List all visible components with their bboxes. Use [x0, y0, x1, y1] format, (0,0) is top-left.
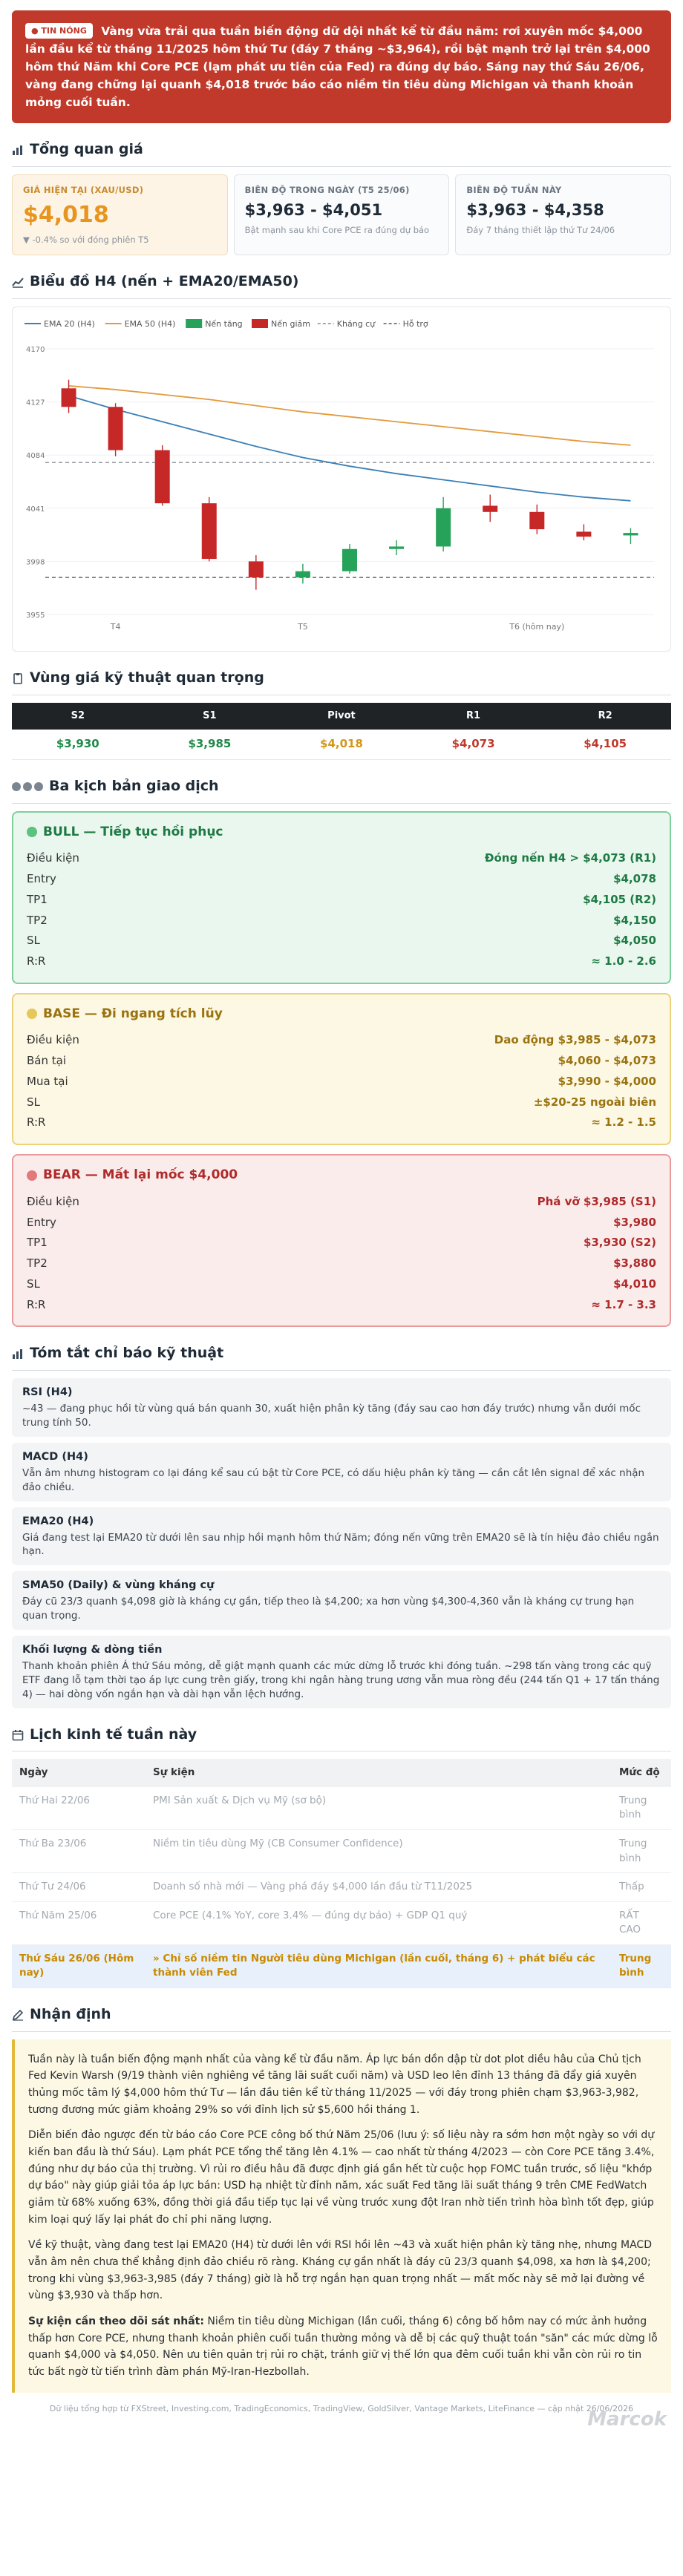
calendar-level: RẤT CAO [612, 1901, 671, 1944]
calendar-row [12, 1830, 671, 1873]
overview-title: Tổng quan giá [12, 140, 671, 167]
chart-bars-icon [12, 1348, 24, 1360]
scenario-row [27, 1253, 656, 1274]
legend-label: Nến giảm [271, 319, 310, 330]
candle-down [108, 407, 123, 450]
scenario-row [27, 911, 656, 931]
level-s2: $3,930 [12, 730, 144, 759]
scenario-row-value: $4,050 [613, 934, 656, 948]
indicator-title: MACD (H4) [22, 1450, 88, 1463]
pencil-icon [12, 2009, 24, 2021]
indicator-desc: ~43 — đang phục hồi từ vùng quá bán quanh 30, xuất hiện phân kỳ tăng (đáy sau cao hơn đáy trước) nhưng vẫn dưới mốc trung tính 50. [22, 1402, 641, 1429]
calendar-event: PMI Sản xuất & Dịch vụ Mỹ (sơ bộ) [146, 1787, 612, 1830]
indicator-desc: Vẫn âm nhưng histogram co lại đáng kể sau cú bật từ Core PCE, có dấu hiệu phân kỳ tăng — cần cắt lên signal để xác nhận đảo chiều. [22, 1466, 645, 1493]
calendar-day: Thứ Năm 25/06 [12, 1901, 146, 1944]
scenario-row-key: TP2 [27, 1256, 48, 1271]
calendar-icon [12, 1729, 24, 1741]
legend-label: Kháng cự [336, 319, 376, 330]
weekly-range-card [455, 174, 671, 256]
traffic-dots-icon [12, 782, 43, 791]
level-s1: $3,985 [144, 730, 276, 759]
candle-down [62, 388, 76, 407]
scenario-bear-title: BEAR — Mất lại mốc $4,000 [27, 1166, 656, 1184]
candle-down [529, 512, 544, 529]
candle-down [249, 561, 264, 577]
h4-candlestick-chart [16, 310, 669, 648]
daily-range-card [234, 174, 450, 256]
scenario-row-value: ±$20-25 ngoài biên [533, 1095, 656, 1109]
scenario-row-value: $4,010 [613, 1276, 656, 1291]
candle-up [342, 549, 357, 571]
scenario-row-key: Bán tại [27, 1054, 66, 1068]
calendar-event: » Chỉ số niềm tin Người tiêu dùng Michigan (lần cuối, tháng 6) + phát biểu các thành viên Fed [146, 1944, 612, 1987]
y-tick-label: 4041 [26, 505, 45, 514]
calendar-event: Doanh số nhà mới — Vàng phá đáy $4,000 lần đầu từ T11/2025 [146, 1873, 612, 1902]
legend-swatch [252, 319, 268, 328]
scenario-row-value: ≈ 1.0 - 2.6 [591, 954, 656, 969]
scenario-row-key: R:R [27, 1297, 46, 1311]
card-sub: Đáy 7 tháng thiết lập thứ Tư 24/06 [466, 224, 615, 235]
level-pivot: $4,018 [275, 730, 408, 759]
scenario-row [27, 1030, 656, 1051]
assessment-box [12, 2039, 671, 2393]
legend-swatch [186, 319, 202, 328]
ema50-line [69, 386, 631, 445]
scenario-base-title: BASE — Đi ngang tích lũy [27, 1005, 656, 1023]
footer-sources: Dữ liệu tổng hợp từ FXStreet, Investing.com, TradingEconomics, TradingView, GoldSilver, Vantage Markets, LiteFinance — cập nhật 26/06/2026 [49, 2403, 634, 2413]
scenario-row-value: ≈ 1.2 - 1.5 [591, 1115, 656, 1130]
watermark-logo: Marcok [587, 2408, 667, 2431]
x-tick-label: T4 [110, 622, 121, 632]
candle-up [389, 546, 404, 548]
clipboard-icon [12, 672, 24, 684]
candle-down [155, 450, 170, 504]
chart-title: Biểu đồ H4 (nến + EMA20/EMA50) [12, 272, 671, 299]
indicator-item [12, 1378, 671, 1437]
y-tick-label: 4084 [26, 452, 45, 461]
level-r1: $4,073 [408, 730, 540, 759]
scenario-row [27, 1213, 656, 1233]
scenario-row-key: Entry [27, 872, 56, 886]
scenario-row [27, 1192, 656, 1213]
indicator-desc: Đáy cũ 23/3 quanh $4,098 giờ là kháng cự gần, tiếp theo là $4,200; xa hơn vùng $4,300-4,360 vẫn là kháng cự trung hạn quan trọng. [22, 1596, 635, 1622]
levels-table [12, 703, 671, 761]
scenario-row-key: TP1 [27, 892, 48, 906]
level-header: R1 [408, 703, 540, 730]
scenario-row-value: Phá vỡ $3,985 (S1) [537, 1194, 656, 1208]
legend-label: EMA 50 (H4) [124, 319, 176, 330]
assessment-text: Niềm tin tiêu dùng Michigan (lần cuối, tháng 6) công bố hôm nay có mức ảnh hưởng thấp hơn Core PCE, nhưng thanh khoản phiên cuối tuần thường mỏng và dễ bị các quỹ thuật toán "săn" các mức dừng lỗ quanh $4,000 và $4,050. Nên ưu tiên quản trị rủi ro chặt, tránh giữ vị thế lớn qua đêm cuối tuần khi vẫn còn rủi ro tin tức bất ngờ từ tiến trình đàm phán Mỹ-Iran-Hezbollah. [28, 2315, 658, 2378]
scenario-row-key: Mua tại [27, 1074, 68, 1088]
chart-bars-icon [12, 144, 24, 156]
card-label: BIÊN ĐỘ TRONG NGÀY (T5 25/06) [244, 184, 410, 195]
legend-label: Hỗ trợ [402, 319, 428, 330]
y-tick-label: 4127 [26, 399, 45, 407]
calendar-day: Thứ Tư 24/06 [12, 1873, 146, 1902]
calendar-day: Thứ Hai 22/06 [12, 1787, 146, 1830]
scenario-base-rows [27, 1030, 656, 1133]
assessment-title: Nhận định [12, 2005, 671, 2032]
calendar-row [12, 1873, 671, 1902]
scenario-row-key: R:R [27, 1115, 46, 1130]
scenario-row [27, 890, 656, 911]
indicator-item [12, 1443, 671, 1501]
scenario-row-key: SL [27, 1276, 40, 1291]
scenario-row-key: R:R [27, 954, 46, 969]
scenario-row [27, 1233, 656, 1253]
scenario-bull-rows [27, 848, 656, 972]
calendar-level: Trung bình [612, 1830, 671, 1873]
scenario-row-value: Đóng nến H4 > $4,073 (R1) [484, 851, 656, 865]
scenario-row-value: Dao động $3,985 - $4,073 [494, 1033, 656, 1047]
indicators-list [12, 1378, 671, 1708]
weekly-range-value: $3,963 - $4,358 [466, 201, 604, 220]
current-price-value: $4,018 [23, 202, 109, 229]
level-header: R2 [539, 703, 671, 730]
candle-down [202, 503, 217, 559]
calendar-day: Thứ Sáu 26/06 (Hôm nay) [12, 1944, 146, 1987]
scenarios-title: Ba kịch bản giao dịch [12, 776, 671, 804]
calendar-event: Niềm tin tiêu dùng Mỹ (CB Consumer Confidence) [146, 1830, 612, 1873]
calendar-event: Core PCE (4.1% YoY, core 3.4% — đúng dự báo) + GDP Q1 quý [146, 1901, 612, 1944]
current-price-card [12, 174, 228, 256]
indicator-item [12, 1636, 671, 1708]
calendar-row [12, 1901, 671, 1944]
scenario-row-value: $3,930 (S2) [583, 1236, 656, 1250]
level-header: S1 [144, 703, 276, 730]
card-sub: ▼ -0.4% so với đóng phiên T5 [23, 234, 149, 245]
daily-range-value: $3,963 - $4,051 [244, 201, 383, 220]
assessment-label: Sự kiện cần theo dõi sát nhất: [28, 2315, 204, 2327]
scenario-bear [12, 1154, 671, 1327]
scenario-row-value: ≈ 1.7 - 3.3 [591, 1297, 656, 1311]
x-tick-label: T5 [298, 622, 308, 632]
scenario-row-value: $4,060 - $4,073 [558, 1054, 656, 1068]
green-dot-icon [27, 827, 37, 837]
scenario-row-value: $3,880 [613, 1256, 656, 1271]
hot-news-text: Vàng vừa trải qua tuần biến động dữ dội nhất kể từ đầu năm: rơi xuyên mốc $4,000 lần đầu kể từ tháng 11/2025 hôm thứ Tư (đáy 7 tháng ~$3,964), rồi bật mạnh trở lại trên $4,000 hôm thứ Năm khi Core PCE (lạm phát ưu tiên của Fed) ra đúng dự báo. Sáng nay thứ Sáu 26/06, vàng đang chững lại quanh $4,018 trước báo cáo niềm tin tiêu dùng Michigan và thanh khoản mỏng cuối tuần. [25, 24, 650, 110]
calendar-level: Trung bình [612, 1944, 671, 1987]
scenario-row-key: Điều kiện [27, 851, 79, 865]
calendar-header: Sự kiện [146, 1759, 612, 1787]
indicator-title: Khối lượng & dòng tiền [22, 1644, 163, 1656]
calendar-header: Mức độ [612, 1759, 671, 1787]
scenario-row [27, 1274, 656, 1295]
line-chart-icon [12, 276, 24, 288]
scenario-row-value: $4,150 [613, 913, 656, 927]
scenario-row [27, 951, 656, 972]
levels-title: Vùng giá kỹ thuật quan trọng [12, 668, 671, 695]
scenario-row-key: TP1 [27, 1236, 48, 1250]
hot-news-banner [12, 10, 671, 123]
calendar-row [12, 1787, 671, 1830]
candle-up [295, 571, 310, 577]
scenario-row [27, 931, 656, 951]
y-tick-label: 4170 [26, 346, 45, 355]
scenario-row [27, 848, 656, 869]
red-dot-icon [27, 1170, 37, 1181]
x-tick-label: T6 (hôm nay) [509, 622, 565, 632]
scenario-row [27, 1051, 656, 1072]
legend-label: EMA 20 (H4) [44, 319, 95, 330]
indicators-title: Tóm tắt chỉ báo kỹ thuật [12, 1343, 671, 1371]
scenario-row-key: Entry [27, 1215, 56, 1229]
calendar-header: Ngày [12, 1759, 146, 1787]
calendar-title: Lịch kinh tế tuần này [12, 1725, 671, 1752]
card-label: BIÊN ĐỘ TUẦN NÀY [466, 184, 562, 195]
ema20-line [69, 396, 631, 501]
y-tick-label: 3955 [26, 612, 45, 620]
legend-label: Nến tăng [205, 319, 243, 330]
indicator-desc: Giá đang test lại EMA20 từ dưới lên sau nhịp hồi mạnh hôm thứ Năm; đóng nến vững trên EMA20 sẽ là tín hiệu đảo chiều ngắn hạn. [22, 1531, 659, 1558]
scenario-row [27, 1092, 656, 1113]
scenario-row-value: $3,980 [613, 1215, 656, 1229]
candle-down [483, 505, 497, 511]
candle-down [576, 531, 591, 537]
h4-chart-container [12, 307, 671, 652]
level-r2: $4,105 [539, 730, 671, 759]
scenario-row-key: Điều kiện [27, 1033, 79, 1047]
calendar-row [12, 1944, 671, 1987]
scenario-row-key: SL [27, 1095, 40, 1109]
calendar-level: Thấp [612, 1873, 671, 1902]
assessment-paragraph: Tuần này là tuần biến động mạnh nhất của vàng kể từ đầu năm. Áp lực bán dồn dập từ dot plot diều hâu của Chủ tịch Fed Kevin Warsh (9/19 thành viên nghiêng về tăng lãi suất cuối năm) và USD leo lên đỉnh 13 tháng đã đẩy giá xuyên thủng mốc tâm lý $4,000 hôm thứ Tư — lần đầu tiên kể từ tháng 11/2025 — với đáy trong phiên chạm $3,963-3,982, tương đương mức giảm khoảng 29% so với đỉnh lịch sử $5,600 hồi tháng 1. [28, 2053, 641, 2116]
card-sub: Bật mạnh sau khi Core PCE ra đúng dự báo [244, 224, 430, 235]
scenario-row [27, 1072, 656, 1092]
scenario-bull-title: BULL — Tiếp tục hồi phục [27, 823, 656, 842]
scenario-row-value: $3,990 - $4,000 [558, 1074, 656, 1088]
scenario-bull [12, 811, 671, 984]
y-tick-label: 3998 [26, 558, 45, 567]
calendar-day: Thứ Ba 23/06 [12, 1830, 146, 1873]
scenario-row-value: $4,078 [613, 872, 656, 886]
assessment-paragraph: Diễn biến đảo ngược đến từ báo cáo Core PCE công bố thứ Năm 25/06 (lưu ý: số liệu này ra sớm hơn một ngày so với dự kiến ban đầu là thứ Sáu). Lạm phát PCE tổng thể tăng lên 4.1% — cao nhất từ tháng 4/2023 — còn Core PCE tăng 3.4%, đúng như dự báo của thị trường. Vì rủi ro điều hâu đã được định giá gần hết từ cuộc họp FOMC tuần trước, số liệu "khớp dự báo" này giúp giải tỏa áp lực bán: USD hạ nhiệt từ đỉnh năm, xác suất Fed tăng lãi suất tháng 9 trên CME FedWatch giảm từ 68% xuống 63%, đồng thời giá đầu tiếp tục lại về vùng trước xung đột Iran nhờ tiến trình hòa bình tốt đẹp, giúp kim loại quý lấy lại phát đo chỉ phi năng lượng. [28, 2129, 655, 2226]
scenario-row-key: TP2 [27, 913, 48, 927]
indicator-title: SMA50 (Daily) & vùng kháng cự [22, 1579, 215, 1592]
indicator-title: EMA20 (H4) [22, 1515, 94, 1527]
assessment-paragraph: Về kỹ thuật, vàng đang test lại EMA20 (H4) từ dưới lên với RSI hồi lên ~43 và xuất hiện phân kỳ tăng nhẹ, nhưng MACD vẫn âm nên chưa thể khẳng định đảo chiều rõ ràng. Kháng cự gần nhất là đáy cũ 23/3 quanh $4,098, xa hơn là $4,200; trong khi vùng $3,963-3,985 (đáy 7 tháng) giờ là hỗ trợ ngắn hạn quan trọng nhất — mất mốc này sẽ mở lại đường về vùng $3,930 và thấp hơn. [28, 2239, 652, 2302]
assessment-paragraph-last [28, 2313, 658, 2381]
indicator-title: RSI (H4) [22, 1386, 73, 1398]
scenario-row [27, 1112, 656, 1133]
level-header: Pivot [275, 703, 408, 730]
scenario-row-key: Điều kiện [27, 1194, 79, 1208]
calendar-level: Trung bình [612, 1787, 671, 1830]
candle-up [436, 508, 451, 547]
overview-cards [12, 174, 671, 256]
indicator-desc: Thanh khoản phiên Á thứ Sáu mỏng, dễ giật mạnh quanh các mức dừng lỗ trước khi đóng tuần. ~298 tấn vàng trong các quỹ ETF đang lỗ tạm thời tạo áp lực cung trên giấy, trong khi ngân hàng trung ương vẫn mua ròng đều (244 tấn Q1 + 17 tấn tháng 4) — hai dòng vốn ngắn hạn và dài hạn vẫn lệch hướng. [22, 1660, 660, 1700]
scenario-base [12, 993, 671, 1145]
calendar-table [12, 1759, 671, 1988]
yellow-dot-icon [27, 1009, 37, 1019]
indicator-item [12, 1507, 671, 1566]
candle-up [623, 533, 638, 535]
level-header: S2 [12, 703, 144, 730]
hot-news-badge: ● TIN NÓNG [25, 23, 93, 39]
scenario-row-key: SL [27, 934, 40, 948]
card-label: GIÁ HIỆN TẠI (XAU/USD) [23, 184, 144, 195]
scenario-row [27, 869, 656, 890]
indicator-item [12, 1571, 671, 1630]
scenario-bear-rows [27, 1192, 656, 1316]
scenario-row-value: $4,105 (R2) [583, 892, 656, 906]
scenario-row [27, 1295, 656, 1316]
